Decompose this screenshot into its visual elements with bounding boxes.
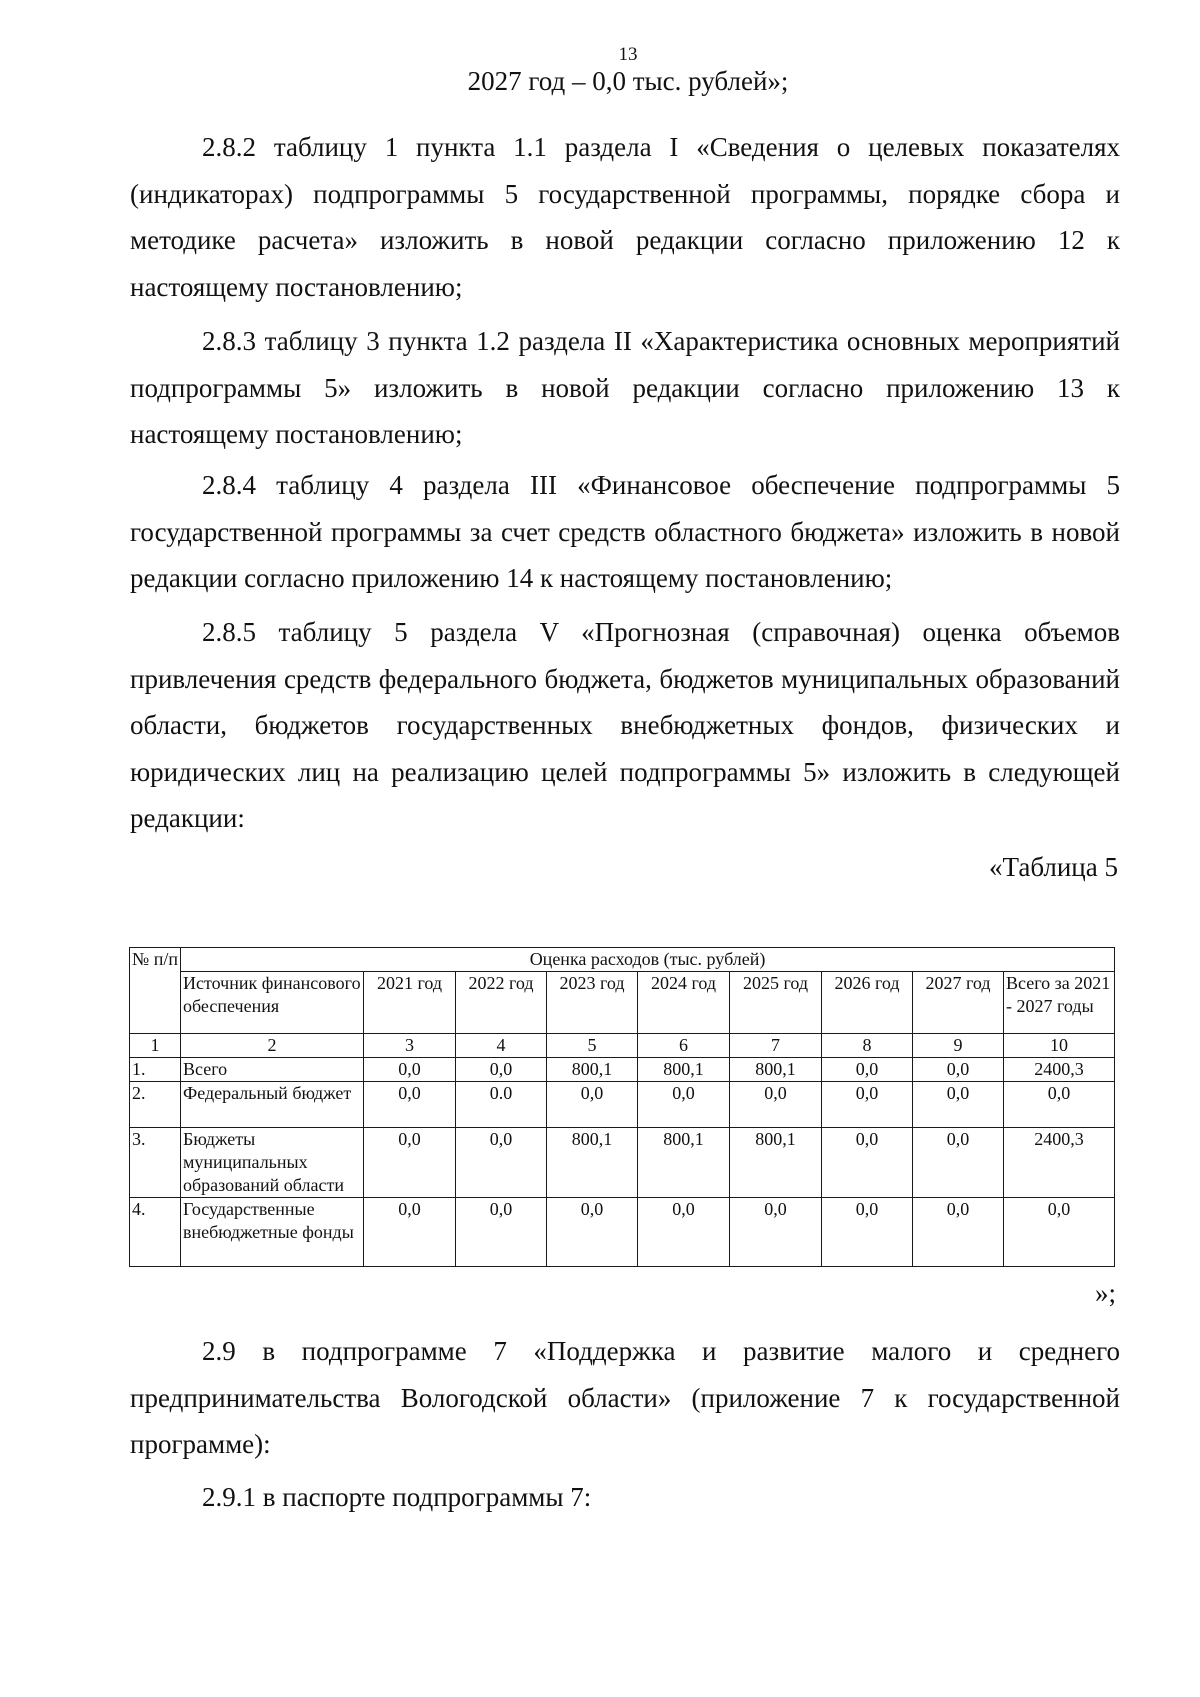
header-total: Всего за 2021 - 2027 годы xyxy=(1004,972,1115,1034)
header-year: 2025 год xyxy=(730,972,822,1034)
row-value: 800,1 xyxy=(638,1128,730,1198)
row-source: Федеральный бюджет xyxy=(181,1082,364,1128)
column-number: 3 xyxy=(364,1034,456,1058)
row-value: 0,0 xyxy=(456,1198,547,1267)
row-value: 0,0 xyxy=(822,1082,913,1128)
column-number: 1 xyxy=(130,1034,181,1058)
header-year: 2027 год xyxy=(913,972,1004,1034)
table-row xyxy=(130,1058,1115,1082)
row-value: 0,0 xyxy=(822,1058,913,1082)
row-value: 2400,3 xyxy=(1004,1058,1115,1082)
table-row xyxy=(130,1198,1115,1267)
row-num: 1. xyxy=(130,1058,181,1082)
row-value: 0,0 xyxy=(913,1082,1004,1128)
header-group: Оценка расходов (тыс. рублей) xyxy=(181,948,1115,972)
column-number: 5 xyxy=(547,1034,638,1058)
opening-line: 2027 год – 0,0 тыс. рублей»; xyxy=(467,66,789,96)
row-value: 0,0 xyxy=(1004,1198,1115,1267)
table-row xyxy=(130,1128,1115,1198)
row-value: 0,0 xyxy=(638,1082,730,1128)
row-value: 0,0 xyxy=(822,1128,913,1198)
budget-table xyxy=(129,947,1115,1267)
row-value: 0,0 xyxy=(456,1058,547,1082)
row-value: 800,1 xyxy=(547,1128,638,1198)
row-value: 0,0 xyxy=(547,1198,638,1267)
column-number: 7 xyxy=(730,1034,822,1058)
row-value: 2400,3 xyxy=(1004,1128,1115,1198)
table-row xyxy=(130,1082,1115,1128)
paragraph-2-9: 2.9 в подпрограмме 7 «Поддержка и развитие малого и среднего предпринимательства Вологодской области» (приложение 7 к государственной программе): xyxy=(130,1336,1120,1459)
row-value: 800,1 xyxy=(730,1128,822,1198)
table-column-numbers-row xyxy=(130,1034,1115,1058)
table-caption: «Таблица 5 xyxy=(989,852,1118,882)
table-years-row xyxy=(130,972,1115,1034)
paragraph-2-9-1: 2.9.1 в паспорте подпрограммы 7: xyxy=(202,1482,592,1512)
page-number: 13 xyxy=(618,44,638,65)
row-value: 800,1 xyxy=(638,1058,730,1082)
paragraph-2-8-3: 2.8.3 таблицу 3 пункта 1.2 раздела II «Характеристика основных мероприятий подпрограммы 5» изложить в новой редакции согласно приложению 13 к настоящему постановлению; xyxy=(130,326,1120,449)
paragraph-2-8-2: 2.8.2 таблицу 1 пункта 1.1 раздела I «Сведения о целевых показателях (индикаторах) подпрограммы 5 государственной программы, порядке сбора и методике расчета» изложить в новой редакции согласно приложению 12 к настоящему постановлению; xyxy=(130,132,1120,302)
row-value: 0,0 xyxy=(1004,1082,1115,1128)
row-num: 2. xyxy=(130,1082,181,1128)
row-value: 0,0 xyxy=(913,1128,1004,1198)
row-value: 0,0 xyxy=(730,1198,822,1267)
row-value: 0,0 xyxy=(364,1082,456,1128)
paragraph-2-8-5: 2.8.5 таблицу 5 раздела V «Прогнозная (справочная) оценка объемов привлечения средств федерального бюджета, бюджетов муниципальных образований области, бюджетов государственных внебюджетных фондов, физических и юридических лиц на реализацию целей подпрограммы 5» изложить в следующей редакции: xyxy=(130,617,1120,833)
column-number: 8 xyxy=(822,1034,913,1058)
row-value: 0,0 xyxy=(822,1198,913,1267)
header-year: 2026 год xyxy=(822,972,913,1034)
header-year: 2021 год xyxy=(364,972,456,1034)
header-source: Источник финансового обеспечения xyxy=(181,972,364,1034)
paragraph-2-8-4: 2.8.4 таблицу 4 раздела III «Финансовое обеспечение подпрограммы 5 государственной программы за счет средств областного бюджета» изложить в новой редакции согласно приложению 14 к настоящему постановлению; xyxy=(130,470,1120,593)
row-value: 0,0 xyxy=(364,1198,456,1267)
header-year: 2023 год xyxy=(547,972,638,1034)
row-value: 0,0 xyxy=(913,1198,1004,1267)
closing-quote: »; xyxy=(1094,1278,1116,1308)
row-value: 0,0 xyxy=(913,1058,1004,1082)
row-value: 800,1 xyxy=(547,1058,638,1082)
row-value: 0,0 xyxy=(364,1128,456,1198)
row-value: 0,0 xyxy=(364,1058,456,1082)
row-source: Государственные внебюджетные фонды xyxy=(181,1198,364,1267)
column-number: 10 xyxy=(1004,1034,1115,1058)
row-value: 0,0 xyxy=(638,1198,730,1267)
row-num: 4. xyxy=(130,1198,181,1267)
row-source: Всего xyxy=(181,1058,364,1082)
row-value: 0,0 xyxy=(456,1128,547,1198)
row-value: 0.0 xyxy=(456,1082,547,1128)
header-num: № п/п xyxy=(130,948,181,1034)
row-num: 3. xyxy=(130,1128,181,1198)
row-value: 800,1 xyxy=(730,1058,822,1082)
column-number: 9 xyxy=(913,1034,1004,1058)
row-source: Бюджеты муниципальных образований области xyxy=(181,1128,364,1198)
row-value: 0,0 xyxy=(730,1082,822,1128)
header-year: 2022 год xyxy=(456,972,547,1034)
table-header-row xyxy=(130,948,1115,972)
row-value: 0,0 xyxy=(547,1082,638,1128)
header-year: 2024 год xyxy=(638,972,730,1034)
column-number: 4 xyxy=(456,1034,547,1058)
column-number: 6 xyxy=(638,1034,730,1058)
column-number: 2 xyxy=(181,1034,364,1058)
